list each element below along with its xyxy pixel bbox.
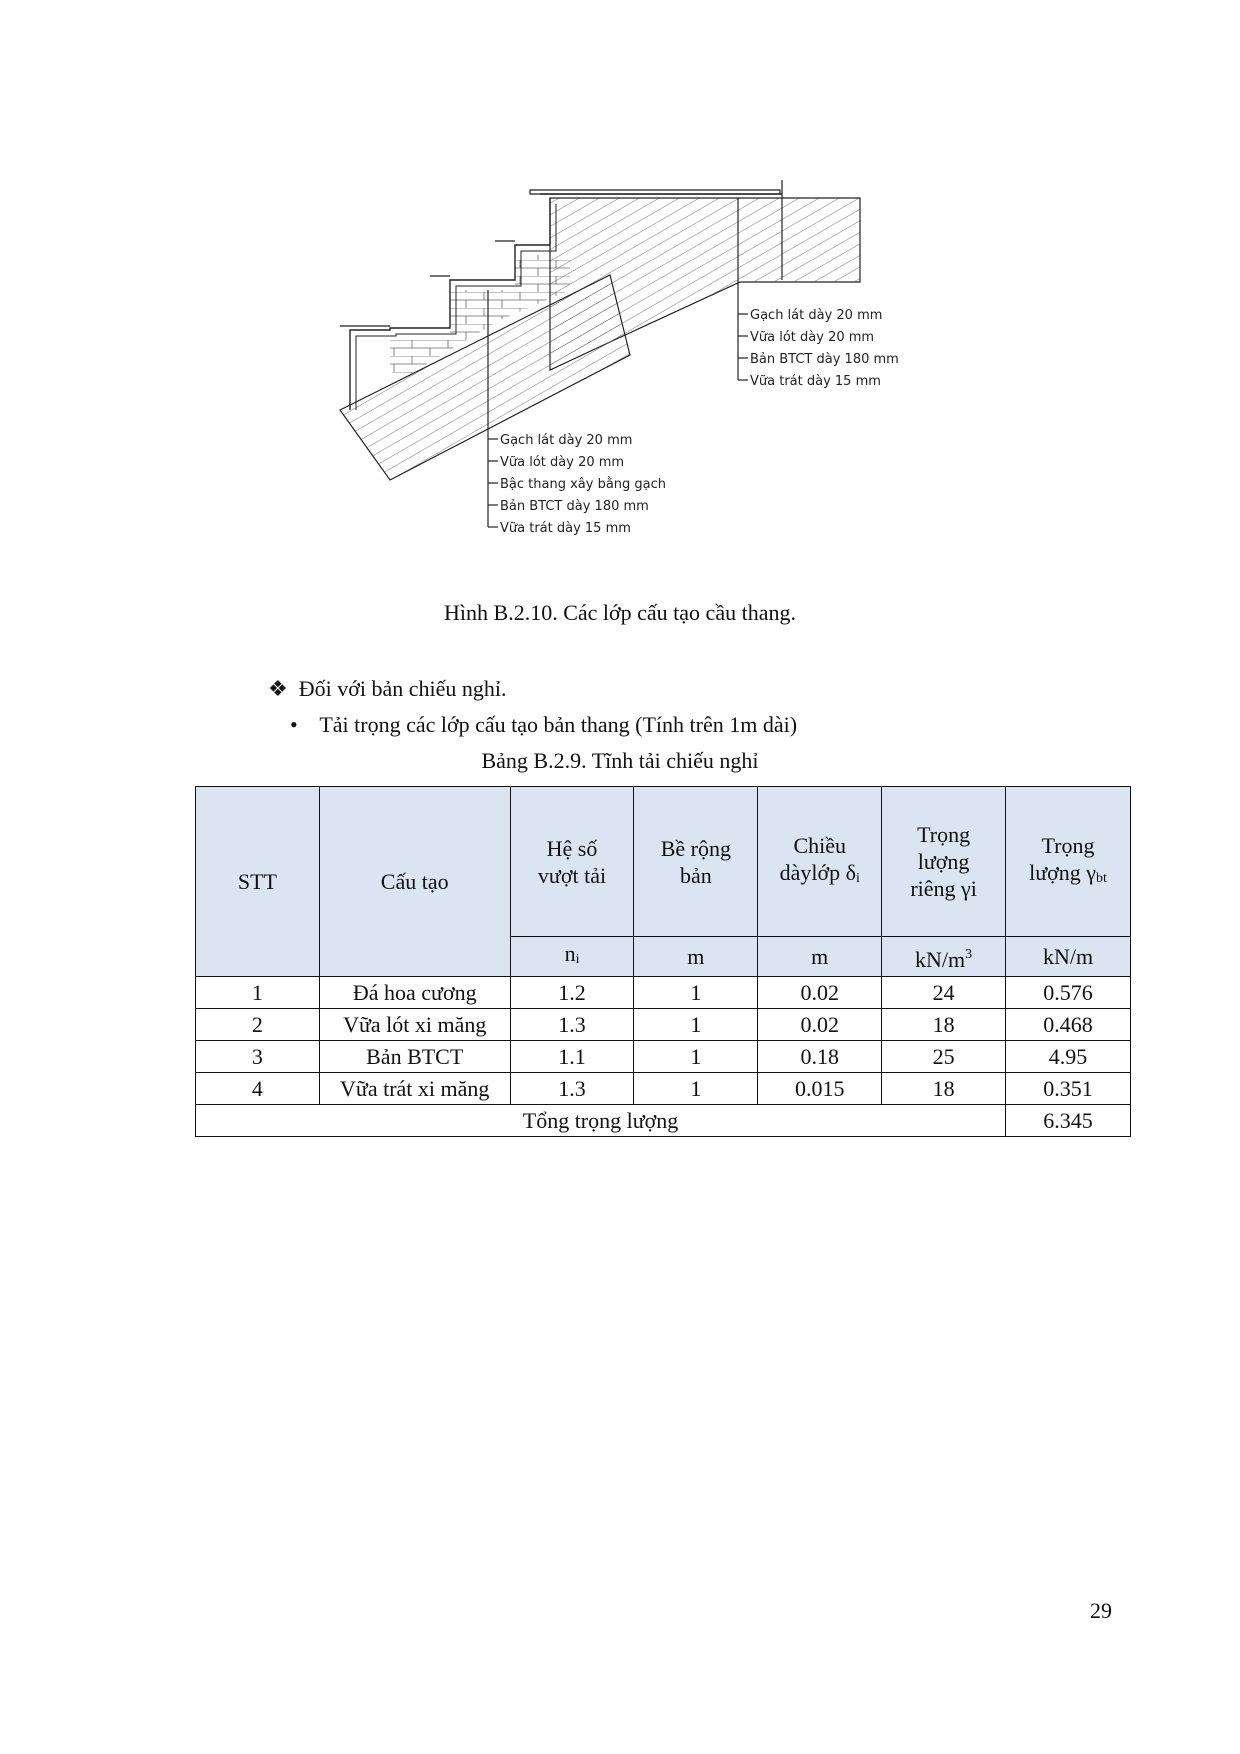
label-right-1: Gạch lát dày 20 mm	[750, 308, 883, 323]
cell-stt: 2	[196, 1009, 320, 1041]
cell-g: 25	[882, 1041, 1006, 1073]
cell-name: Vữa trát xi măng	[319, 1073, 510, 1105]
figure-caption: Hình B.2.10. Các lớp cấu tạo cầu thang.	[444, 600, 796, 625]
diamond-bullet-icon: ❖	[268, 676, 288, 701]
header-he-so: Hệ số vượt tải	[510, 787, 634, 937]
unit-n: ni	[510, 937, 634, 977]
cell-name: Vữa lót xi măng	[319, 1009, 510, 1041]
unit-m-1: m	[634, 937, 758, 977]
cell-b: 1	[634, 1073, 758, 1105]
header-cau-tao: Cấu tạo	[319, 787, 510, 977]
header-trong-luong-rieng: Trọng lượng riêng γi	[882, 787, 1006, 937]
cell-g: 18	[882, 1073, 1006, 1105]
cell-d: 0.015	[758, 1073, 882, 1105]
label-bottom-3: Bậc thang xây bằng gạch	[500, 477, 667, 492]
cell-stt: 3	[196, 1041, 320, 1073]
label-bottom-5: Vữa trát dày 15 mm	[500, 521, 631, 536]
load-table	[195, 786, 1131, 1137]
table-row	[196, 1073, 1131, 1105]
table-caption: Bảng B.2.9. Tĩnh tải chiếu nghỉ	[481, 748, 759, 773]
stair-section-drawing	[330, 180, 1030, 590]
cell-g: 24	[882, 977, 1006, 1009]
cell-stt: 4	[196, 1073, 320, 1105]
cell-name: Bản BTCT	[319, 1041, 510, 1073]
cell-w: 4.95	[1006, 1041, 1131, 1073]
cell-name: Đá hoa cương	[319, 977, 510, 1009]
cell-w: 0.351	[1006, 1073, 1131, 1105]
cell-b: 1	[634, 1041, 758, 1073]
cell-b: 1	[634, 1009, 758, 1041]
cell-n: 1.2	[510, 977, 634, 1009]
cell-stt: 1	[196, 977, 320, 1009]
label-bottom-1: Gạch lát dày 20 mm	[500, 433, 633, 448]
label-bottom-2: Vữa lót dày 20 mm	[500, 455, 625, 470]
cell-g: 18	[882, 1009, 1006, 1041]
cell-n: 1.3	[510, 1009, 634, 1041]
total-value: 6.345	[1006, 1105, 1131, 1137]
cell-n: 1.3	[510, 1073, 634, 1105]
bullet-line	[290, 712, 797, 738]
cell-n: 1.1	[510, 1041, 634, 1073]
label-bottom-4: Bản BTCT dày 180 mm	[500, 499, 649, 514]
stair-section-figure	[330, 180, 1030, 590]
cell-d: 0.02	[758, 977, 882, 1009]
header-trong-luong: Trọng lượng γbt	[1006, 787, 1131, 937]
label-right-4: Vữa trát dày 15 mm	[750, 374, 881, 389]
cell-b: 1	[634, 977, 758, 1009]
header-stt: STT	[196, 787, 320, 977]
cell-w: 0.576	[1006, 977, 1131, 1009]
bullet-text: Tải trọng các lớp cấu tạo bản thang (Tính trên 1m dài)	[319, 712, 798, 737]
cell-d: 0.02	[758, 1009, 882, 1041]
header-chieu-day: Chiều dàylớp δi	[758, 787, 882, 937]
table-row	[196, 977, 1131, 1009]
total-label: Tổng trọng lượng	[196, 1105, 1006, 1137]
label-right-3: Bản BTCT dày 180 mm	[750, 352, 899, 367]
bullet-icon: •	[290, 712, 298, 737]
unit-kn-m3: $kN/m^3$	[882, 937, 1006, 977]
cell-w: 0.468	[1006, 1009, 1131, 1041]
cell-d: 0.18	[758, 1041, 882, 1073]
unit-kn-m: kN/m	[1006, 937, 1131, 977]
header-be-rong: Bề rộng bản	[634, 787, 758, 937]
table-row	[196, 1009, 1131, 1041]
section-heading-text: Đối với bản chiếu nghỉ.	[298, 676, 507, 701]
unit-m-2: m	[758, 937, 882, 977]
table-total-row	[196, 1105, 1131, 1137]
page-number: 29	[1090, 1598, 1112, 1623]
label-right-2: Vữa lót dày 20 mm	[750, 330, 875, 345]
table-row	[196, 1041, 1131, 1073]
section-heading	[268, 676, 507, 702]
